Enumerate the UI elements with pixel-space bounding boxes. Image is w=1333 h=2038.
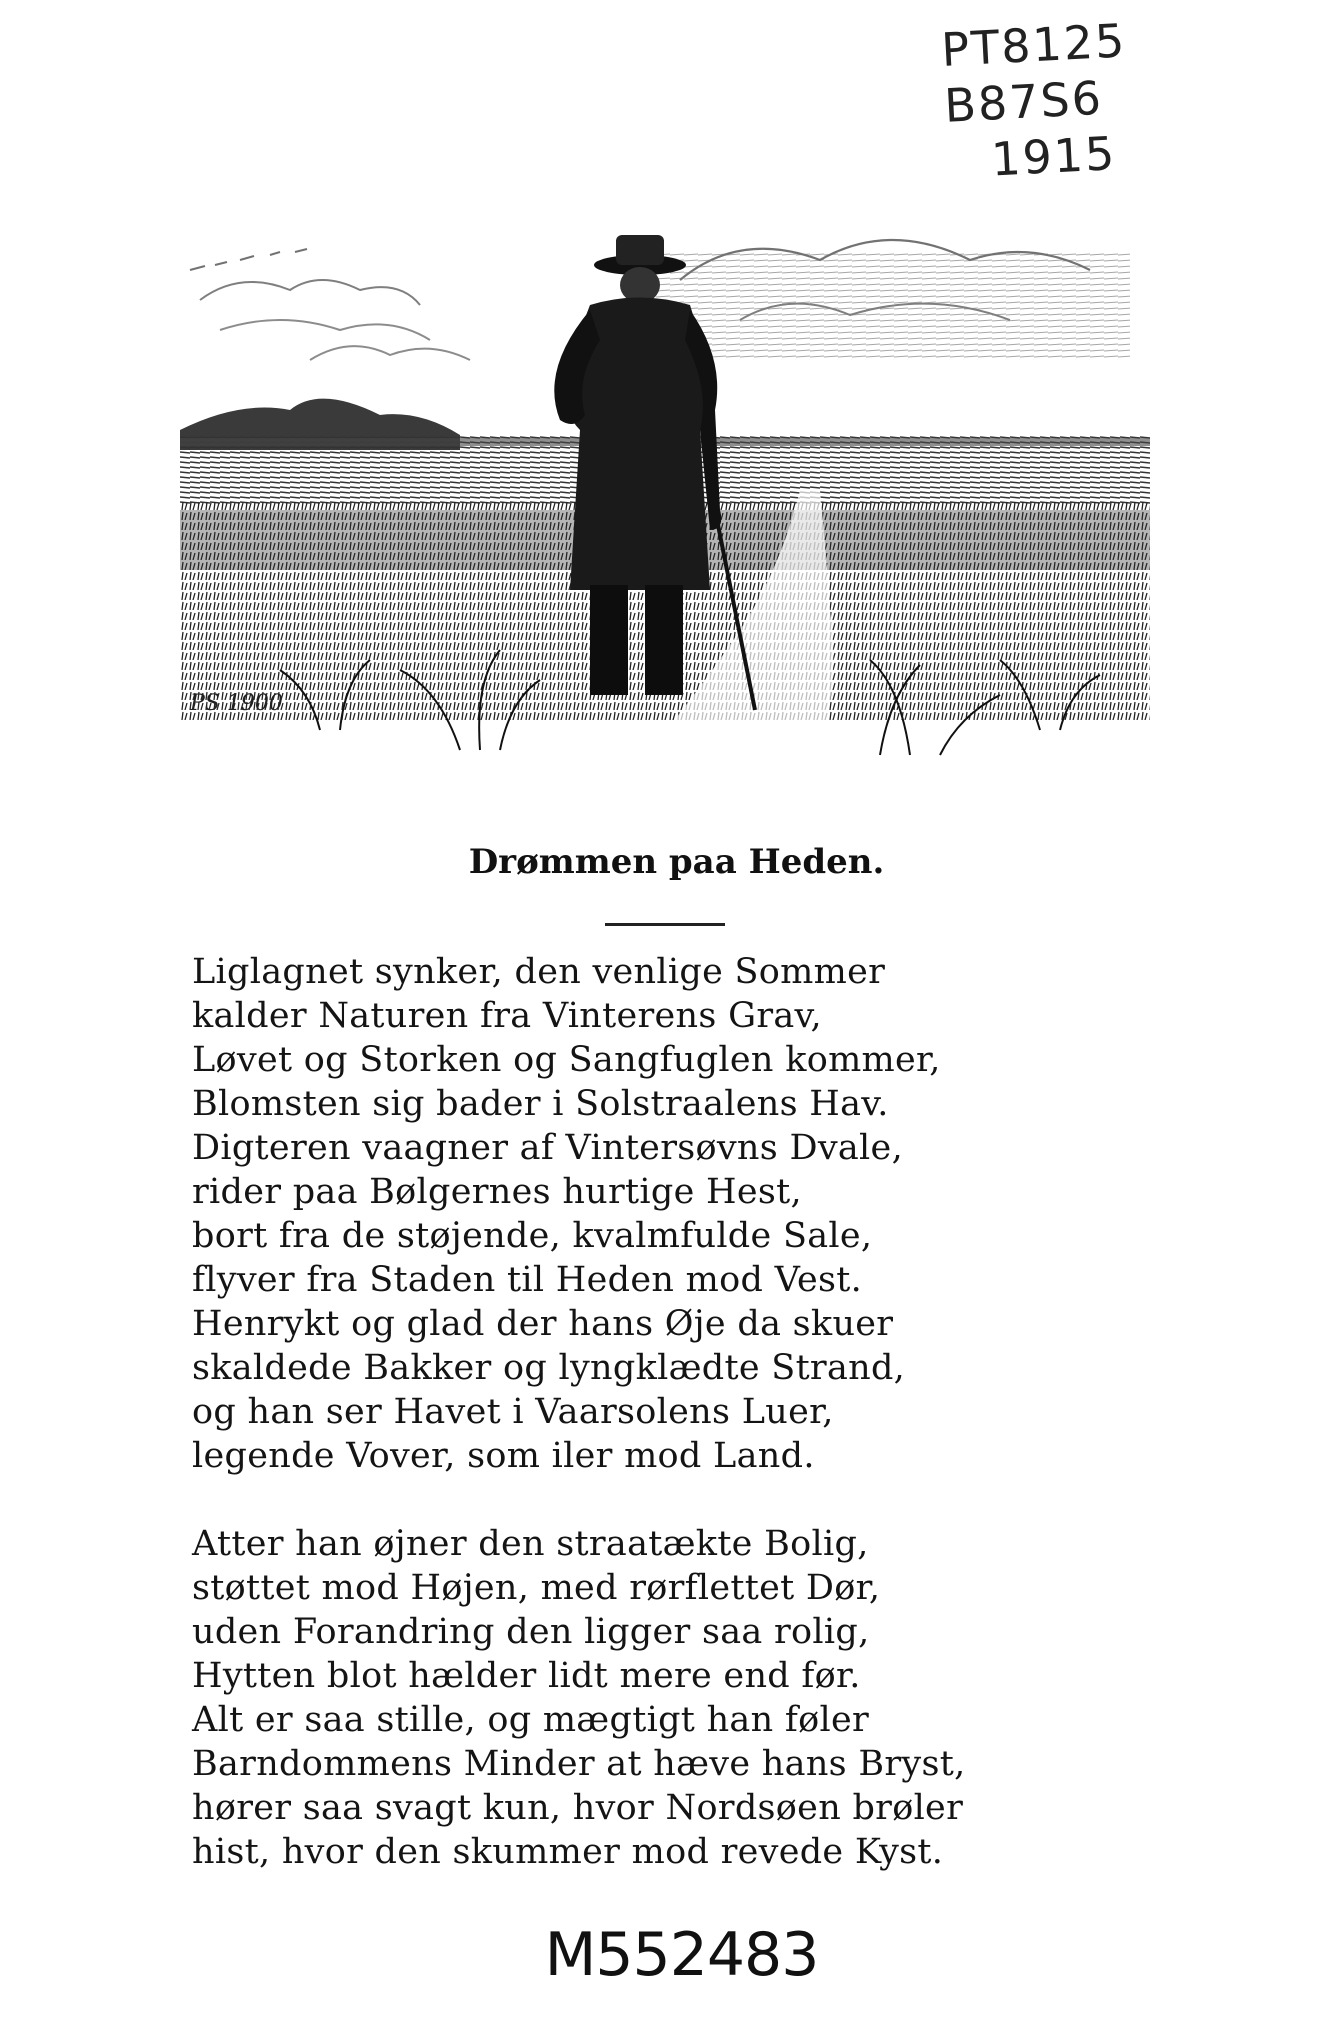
poem-line: skaldede Bakker og lyngklædte Strand, [192,1348,906,1388]
call-number-line-3: 1915 [989,125,1118,187]
poem-line: Hytten blot hælder lidt mere end før. [192,1656,861,1696]
poem-line: Blomsten sig bader i Solstraalens Hav. [192,1084,889,1124]
poem-line: Løvet og Storken og Sangfuglen kommer, [192,1040,941,1080]
poem-line: uden Forandring den ligger saa rolig, [192,1612,870,1652]
poem-line: Henrykt og glad der hans Øje da skuer [192,1304,894,1344]
poem-line: hist, hvor den skummer mod revede Kyst. [192,1832,944,1872]
poem-line: legende Vover, som iler mod Land. [192,1436,815,1476]
artist-signature: PS 1900 [190,691,283,716]
man-on-heath-illustration [180,210,1150,770]
poem-line: Liglagnet synker, den venlige Sommer [192,952,886,992]
poem-line: hører saa svagt kun, hvor Nordsøen brøler [192,1788,964,1828]
stanza-1 [192,950,1292,1478]
poem-line: Barndommens Minder at hæve hans Bryst, [192,1744,966,1784]
poem-line: flyver fra Staden til Heden mod Vest. [192,1260,863,1300]
stanza-2 [192,1522,1292,1874]
title-divider [605,923,725,926]
poem-title: Drømmen paa Heden. [468,842,885,882]
poem-body [192,950,1292,1874]
poem-line: og han ser Havet i Vaarsolens Luer, [192,1392,834,1432]
call-number-line-1: PT8125 [940,13,1128,77]
call-number-line-2: B87S6 [942,70,1105,133]
library-stamp-number: M552483 [544,1920,819,1990]
poem-line: bort fra de støjende, kvalmfulde Sale, [192,1216,873,1256]
call-number-handwritten [940,4,1288,190]
poem-line: kalder Naturen fra Vinterens Grav, [192,996,822,1036]
poem-line: Atter han øjner den straatækte Bolig, [192,1524,869,1564]
poem-line: Alt er saa stille, og mægtigt han føler [192,1700,870,1740]
poem-line: støttet mod Højen, med rørflettet Dør, [192,1568,881,1608]
poem-line: Digteren vaagner af Vintersøvns Dvale, [192,1128,903,1168]
poem-line: rider paa Bølgernes hurtige Hest, [192,1172,802,1212]
